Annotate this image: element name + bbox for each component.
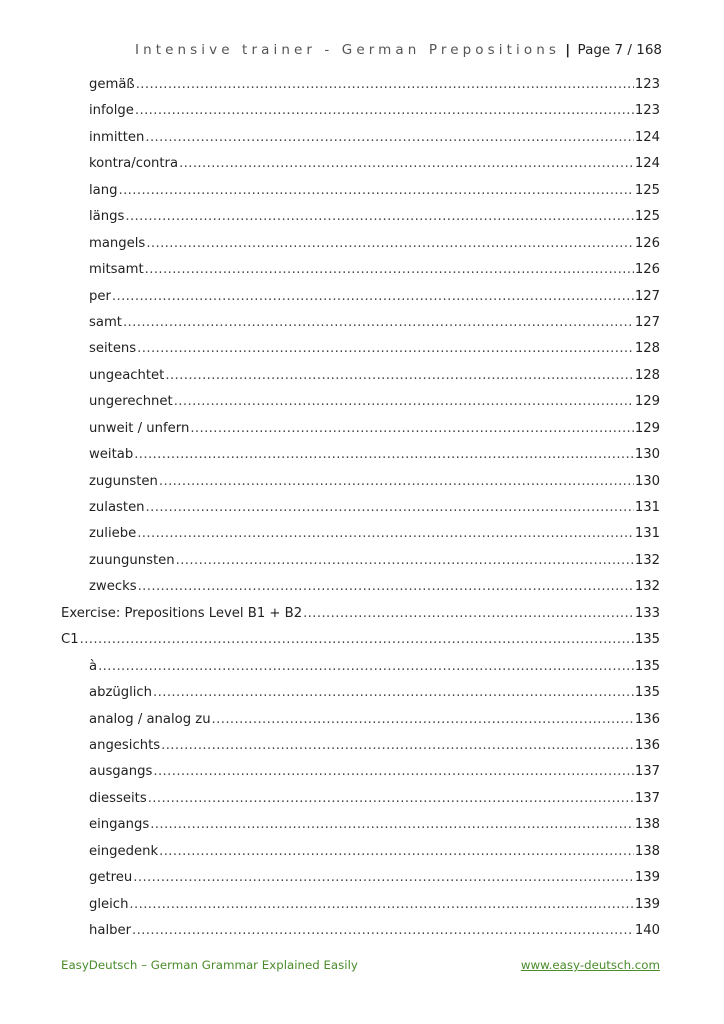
- toc-dot-leader: [159, 839, 634, 865]
- toc-entry[interactable]: [61, 125, 660, 151]
- toc-entry[interactable]: [61, 469, 660, 495]
- toc-entry[interactable]: [61, 759, 660, 785]
- toc-entry-label: abzüglich: [89, 685, 153, 701]
- toc-entry[interactable]: [61, 204, 660, 230]
- toc-entry-page: 138: [634, 843, 660, 859]
- toc-entry[interactable]: [61, 231, 660, 257]
- toc-dot-leader: [134, 442, 634, 468]
- toc-dot-leader: [176, 548, 634, 574]
- toc-dot-leader: [153, 680, 634, 706]
- toc-entry-page: 126: [634, 262, 660, 278]
- toc-entry-page: 127: [634, 314, 660, 330]
- toc-dot-leader: [138, 574, 634, 600]
- toc-entry[interactable]: [61, 733, 660, 759]
- toc-entry-label: infolge: [89, 103, 134, 119]
- toc-entry[interactable]: [61, 786, 660, 812]
- toc-dot-leader: [190, 416, 634, 442]
- toc-entry[interactable]: [61, 627, 660, 653]
- footer-website-link[interactable]: www.easy-deutsch.com: [520, 958, 660, 972]
- toc-entry[interactable]: [61, 839, 660, 865]
- toc-entry-page: 126: [634, 235, 660, 251]
- toc-entry-page: 137: [634, 764, 660, 780]
- page-footer: [61, 958, 660, 972]
- toc-entry-label: angesichts: [89, 737, 161, 753]
- toc-entry-label: unweit / unfern: [89, 420, 190, 436]
- toc-entry-label: kontra/contra: [89, 156, 179, 172]
- toc-entry-page: 136: [634, 711, 660, 727]
- toc-dot-leader: [112, 284, 634, 310]
- toc-dot-leader: [161, 733, 634, 759]
- toc-entry-label: zulasten: [89, 500, 145, 515]
- toc-entry-page: 123: [634, 103, 660, 119]
- toc-entry-label: inmitten: [89, 129, 145, 145]
- toc-dot-leader: [137, 521, 634, 547]
- toc-entry-page: 132: [634, 579, 660, 595]
- toc-entry-page: 135: [634, 685, 660, 701]
- toc-entry-page: 138: [634, 817, 660, 833]
- toc-entry[interactable]: [61, 363, 660, 389]
- toc-entry-page: 129: [634, 420, 660, 436]
- toc-dot-leader: [80, 627, 634, 653]
- toc-dot-leader: [137, 336, 634, 362]
- toc-entry-page: 136: [634, 737, 660, 753]
- toc-dot-leader: [303, 601, 634, 627]
- toc-dot-leader: [125, 204, 633, 230]
- toc-entry[interactable]: [61, 336, 660, 362]
- toc-entry-label: halber: [89, 923, 132, 938]
- toc-dot-leader: [150, 812, 634, 838]
- toc-entry-label: samt: [89, 314, 122, 330]
- toc-entry-page: 127: [634, 288, 660, 304]
- toc-entry[interactable]: [61, 284, 660, 310]
- toc-entry-label: analog / analog zu: [89, 711, 211, 727]
- toc-entry-page: 124: [634, 129, 660, 145]
- toc-entry-page: 124: [634, 156, 660, 172]
- toc-entry[interactable]: [61, 680, 660, 706]
- toc-entry-page: 139: [634, 870, 660, 886]
- toc-dot-leader: [153, 759, 633, 785]
- toc-entry-label: gemäß: [89, 77, 135, 92]
- toc-dot-leader: [129, 892, 633, 918]
- toc-entry-label: weitab: [89, 447, 134, 463]
- toc-entry[interactable]: [61, 151, 660, 177]
- toc-entry-label: eingangs: [89, 817, 150, 833]
- toc-entry-label: lang: [89, 182, 118, 198]
- toc-entry[interactable]: [61, 98, 660, 124]
- page-number: Page 7 / 168: [577, 42, 662, 58]
- toc-entry-label: diesseits: [89, 790, 147, 806]
- toc-entry-label: ungerechnet: [89, 394, 173, 410]
- toc-entry-label: getreu: [89, 870, 133, 886]
- toc-entry[interactable]: [61, 495, 660, 521]
- toc-entry-label: ausgangs: [89, 764, 153, 780]
- toc-entry-label: Exercise: Prepositions Level B1 + B2: [61, 605, 303, 621]
- toc-dot-leader: [174, 389, 634, 415]
- toc-entry-label: zuungunsten: [89, 552, 175, 568]
- toc-entry-page: 139: [634, 896, 660, 912]
- toc-dot-leader: [212, 707, 634, 733]
- toc-entry-page: 125: [634, 182, 660, 198]
- toc-dot-leader: [148, 786, 634, 812]
- table-of-contents: [61, 72, 660, 944]
- toc-entry[interactable]: [61, 918, 660, 944]
- toc-entry-label: seitens: [89, 341, 137, 357]
- toc-entry[interactable]: [61, 389, 660, 415]
- toc-entry-page: 132: [634, 552, 660, 568]
- toc-entry-label: längs: [89, 209, 125, 225]
- toc-dot-leader: [159, 469, 634, 495]
- footer-tagline: EasyDeutsch – German Grammar Explained Easily: [61, 958, 358, 972]
- toc-entry-page: 130: [634, 447, 660, 463]
- toc-entry[interactable]: [61, 574, 660, 600]
- header-separator: |: [565, 42, 571, 58]
- toc-dot-leader: [118, 178, 633, 204]
- toc-dot-leader: [133, 865, 634, 891]
- toc-entry[interactable]: [61, 707, 660, 733]
- toc-entry-page: 131: [634, 526, 660, 542]
- toc-dot-leader: [165, 363, 633, 389]
- toc-dot-leader: [136, 72, 634, 98]
- toc-entry[interactable]: [61, 178, 660, 204]
- toc-dot-leader: [132, 918, 634, 944]
- toc-entry-page: 135: [634, 632, 660, 648]
- toc-entry-label: mitsamt: [89, 262, 144, 278]
- toc-entry[interactable]: [61, 442, 660, 468]
- toc-entry-label: zugunsten: [89, 473, 158, 489]
- toc-entry[interactable]: [61, 257, 660, 283]
- toc-entry-page: 135: [634, 658, 660, 674]
- toc-entry-page: 129: [634, 394, 660, 410]
- toc-dot-leader: [146, 231, 634, 257]
- toc-entry[interactable]: [61, 416, 660, 442]
- toc-entry-page: 133: [634, 605, 660, 621]
- toc-entry-label: eingedenk: [89, 843, 159, 859]
- toc-entry[interactable]: [61, 72, 660, 98]
- toc-dot-leader: [135, 98, 634, 124]
- toc-entry-page: 123: [634, 77, 660, 92]
- toc-entry[interactable]: [61, 892, 660, 918]
- toc-entry[interactable]: [61, 548, 660, 574]
- toc-dot-leader: [145, 257, 634, 283]
- toc-entry-label: à: [89, 658, 98, 674]
- toc-entry-page: 125: [634, 209, 660, 225]
- toc-dot-leader: [123, 310, 634, 336]
- toc-dot-leader: [179, 151, 634, 177]
- toc-entry-page: 128: [634, 341, 660, 357]
- toc-entry-label: ungeachtet: [89, 367, 165, 383]
- toc-entry-page: 140: [634, 923, 660, 938]
- document-title: Intensive trainer - German Prepositions: [134, 42, 560, 58]
- toc-entry-label: mangels: [89, 235, 146, 251]
- toc-entry[interactable]: [61, 865, 660, 891]
- toc-entry[interactable]: [61, 310, 660, 336]
- toc-entry-page: 128: [634, 367, 660, 383]
- toc-entry-label: per: [89, 288, 111, 304]
- toc-entry-page: 131: [634, 500, 660, 515]
- toc-entry-label: gleich: [89, 896, 129, 912]
- toc-entry-label: C1: [61, 632, 79, 648]
- toc-entry-label: zuliebe: [89, 526, 137, 542]
- toc-dot-leader: [145, 125, 633, 151]
- toc-entry-page: 130: [634, 473, 660, 489]
- toc-dot-leader: [98, 654, 634, 680]
- toc-entry[interactable]: [61, 812, 660, 838]
- toc-entry[interactable]: [61, 521, 660, 547]
- toc-entry[interactable]: [61, 654, 660, 680]
- toc-entry-page: 137: [634, 790, 660, 806]
- toc-entry-label: zwecks: [89, 579, 137, 595]
- toc-dot-leader: [146, 495, 634, 521]
- toc-entry[interactable]: [61, 601, 660, 627]
- page-header: [135, 42, 662, 58]
